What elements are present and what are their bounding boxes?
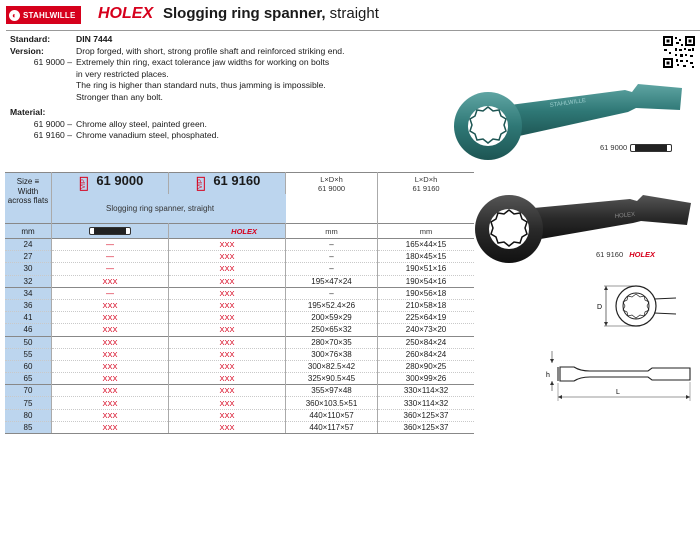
size-cell: 41 (5, 312, 52, 324)
dimension-cell-61-9000: – (286, 287, 378, 299)
price-cell-61-9160: XXX (169, 348, 286, 360)
table-row (5, 348, 474, 360)
dimension-cell-61-9160: 190×56×18 (378, 287, 475, 299)
version-line: The ring is higher than standard nuts, thus jamming is impossible. (76, 80, 326, 90)
header (0, 0, 700, 30)
size-cell: 36 (5, 299, 52, 311)
price-cell-61-9160: XXX (169, 299, 286, 311)
brand-cell: HOLEX (169, 224, 286, 239)
standard-value: DIN 7444 (76, 34, 113, 44)
price-cell-61-9000: XXX (52, 409, 169, 421)
stahlwille-mark-icon: ◐ (9, 10, 20, 21)
green-spanner-image (440, 80, 690, 170)
dimension-cell-61-9160: 360×125×37 (378, 421, 475, 433)
size-cell: 75 (5, 397, 52, 409)
dimension-cell-61-9000: – (286, 239, 378, 251)
color-chip-icon (630, 144, 672, 152)
price-cell-61-9160: XXX (169, 360, 286, 372)
dimension-cell-61-9160: 190×54×16 (378, 275, 475, 287)
dimension-cell-61-9160: 180×45×15 (378, 251, 475, 263)
price-cell-61-9160: XXX (169, 239, 286, 251)
table-header-row (5, 173, 474, 195)
price-cell-61-9000: XXX (52, 312, 169, 324)
size-cell: 34 (5, 287, 52, 299)
size-cell: 65 (5, 373, 52, 385)
dimension-cell-61-9160: 330×114×32 (378, 385, 475, 397)
material-line: Chrome alloy steel, painted green. (76, 118, 207, 129)
svg-text:D: D (597, 304, 603, 311)
spec-table (5, 172, 474, 434)
size-cell: 60 (5, 360, 52, 372)
table-row (5, 299, 474, 311)
table-row (5, 263, 474, 275)
color-chip-cell (52, 224, 169, 239)
version-line: Drop forged, with short, strong profile shaft and reinforced striking end. (76, 45, 345, 56)
length-dimension-diagram (540, 345, 698, 405)
price-cell-61-9000: XXX (52, 275, 169, 287)
table-row (5, 312, 474, 324)
table-row (5, 287, 474, 299)
dimension-cell-61-9160: 225×64×19 (378, 312, 475, 324)
price-cell-61-9160: XXX (169, 263, 286, 275)
price-cell-61-9000: XXX (52, 360, 169, 372)
table-row (5, 239, 474, 251)
price-cell-61-9000: — (52, 287, 169, 299)
table-row (5, 275, 474, 287)
svg-text:STAHLWILLE: STAHLWILLE (549, 97, 587, 109)
size-cell: 50 (5, 336, 52, 348)
dimension-cell-61-9160: 250×84×24 (378, 336, 475, 348)
price-cell-61-9160: XXX (169, 385, 286, 397)
dimension-cell-61-9160: 210×58×18 (378, 299, 475, 311)
table-row (5, 421, 474, 433)
dimension-cell-61-9000: 360×103.5×51 (286, 397, 378, 409)
dimension-cell-61-9160: 280×90×25 (378, 360, 475, 372)
vip-tag: VIP (197, 179, 204, 189)
dimension-cell-61-9000: 195×52.4×26 (286, 299, 378, 311)
size-cell: 27 (5, 251, 52, 263)
material-code: 61 9160 – (33, 130, 72, 140)
material-code: 61 9000 – (33, 118, 72, 129)
dimension-cell-61-9000: 440×117×57 (286, 421, 378, 433)
size-header: Size ≡ Width across flats (5, 173, 52, 224)
table-row (5, 251, 474, 263)
price-cell-61-9160: XXX (169, 397, 286, 409)
size-cell: 30 (5, 263, 52, 275)
price-cell-61-9000: XXX (52, 324, 169, 336)
price-cell-61-9160: XXX (169, 312, 286, 324)
price-cell-61-9000: XXX (52, 336, 169, 348)
price-cell-61-9000: — (52, 251, 169, 263)
price-cell-61-9000: — (52, 263, 169, 275)
price-cell-61-9000: XXX (52, 385, 169, 397)
dimension-cell-61-9160: 360×125×37 (378, 409, 475, 421)
price-cell-61-9160: XXX (169, 324, 286, 336)
table-row (5, 373, 474, 385)
price-cell-61-9000: XXX (52, 421, 169, 433)
size-cell: 80 (5, 409, 52, 421)
dimension-cell-61-9160: 260×84×24 (378, 348, 475, 360)
ring-dimension-diagram (596, 282, 676, 342)
product-desc-cell: Slogging ring spanner, straight (52, 194, 286, 223)
table-row (5, 409, 474, 421)
table-row (5, 397, 474, 409)
material-label: Material: (10, 107, 46, 117)
dimension-cell-61-9000: 440×110×57 (286, 409, 378, 421)
dimension-cell-61-9000: 300×76×38 (286, 348, 378, 360)
price-cell-61-9160: XXX (169, 336, 286, 348)
size-cell: 24 (5, 239, 52, 251)
size-cell: 32 (5, 275, 52, 287)
dimension-cell-61-9000: 250×65×32 (286, 324, 378, 336)
color-chip-icon (89, 227, 131, 235)
unit-row: mm HOLEX mm mm (5, 224, 474, 239)
table-row (5, 385, 474, 397)
price-cell-61-9160: XXX (169, 251, 286, 263)
col-c-header: L×D×h 61 9000 (286, 173, 378, 224)
svg-text:h: h (546, 372, 550, 379)
price-cell-61-9160: XXX (169, 421, 286, 433)
dimension-cell-61-9160: 190×51×16 (378, 263, 475, 275)
dimension-cell-61-9160: 240×73×20 (378, 324, 475, 336)
col-d-header: L×D×h 61 9160 (378, 173, 475, 224)
size-cell: 85 (5, 421, 52, 433)
col-b-header: VIP 61 9160 (169, 173, 286, 195)
col-a-header: VIP 61 9000 (52, 173, 169, 195)
page-title: Slogging ring spanner, straight (163, 5, 379, 22)
dimension-cell-61-9000: 280×70×35 (286, 336, 378, 348)
black-spanner-caption: 61 9160 HOLEX (596, 250, 656, 259)
svg-text:L: L (616, 389, 620, 396)
holex-logo: HOLEX (98, 5, 154, 22)
price-cell-61-9160: XXX (169, 287, 286, 299)
version-label: Version: (10, 45, 44, 56)
price-cell-61-9000: XXX (52, 373, 169, 385)
price-cell-61-9000: — (52, 239, 169, 251)
standard-label: Standard: (10, 34, 51, 44)
dimension-cell-61-9000: – (286, 263, 378, 275)
stahlwille-logo (6, 6, 81, 24)
black-spanner-image (465, 185, 695, 275)
dimension-cell-61-9000: 200×59×29 (286, 312, 378, 324)
size-cell: 70 (5, 385, 52, 397)
dimension-cell-61-9000: 300×82.5×42 (286, 360, 378, 372)
dimension-cell-61-9160: 165×44×15 (378, 239, 475, 251)
version-line: Extremely thin ring, exact tolerance jaw widths for working on bolts (76, 57, 330, 67)
material-line: Chrome vanadium steel, phosphated. (76, 130, 219, 140)
green-spanner-caption: 61 9000 (600, 143, 672, 152)
svg-text:HOLEX: HOLEX (614, 211, 636, 220)
price-cell-61-9160: XXX (169, 373, 286, 385)
table-row (5, 336, 474, 348)
brand-left: STAHLWILLE (23, 10, 76, 20)
version-line: in very restricted places. (76, 68, 169, 79)
dimension-cell-61-9160: 300×99×26 (378, 373, 475, 385)
price-cell-61-9000: XXX (52, 299, 169, 311)
dimension-cell-61-9000: 195×47×24 (286, 275, 378, 287)
price-cell-61-9160: XXX (169, 275, 286, 287)
dimension-cell-61-9000: 355×97×48 (286, 385, 378, 397)
dimension-cell-61-9000: – (286, 251, 378, 263)
price-cell-61-9160: XXX (169, 409, 286, 421)
vip-tag: VIP (80, 179, 87, 189)
header-rule (6, 30, 700, 31)
table-row (5, 324, 474, 336)
version-line: Stronger than any bolt. (76, 91, 163, 102)
size-cell: 55 (5, 348, 52, 360)
dimension-cell-61-9160: 330×114×32 (378, 397, 475, 409)
price-cell-61-9000: XXX (52, 397, 169, 409)
price-cell-61-9000: XXX (52, 348, 169, 360)
dimension-cell-61-9000: 325×90.5×45 (286, 373, 378, 385)
size-cell: 46 (5, 324, 52, 336)
qr-code-icon[interactable] (662, 35, 696, 69)
version-code: 61 9000 – (33, 57, 72, 67)
table-row (5, 360, 474, 372)
